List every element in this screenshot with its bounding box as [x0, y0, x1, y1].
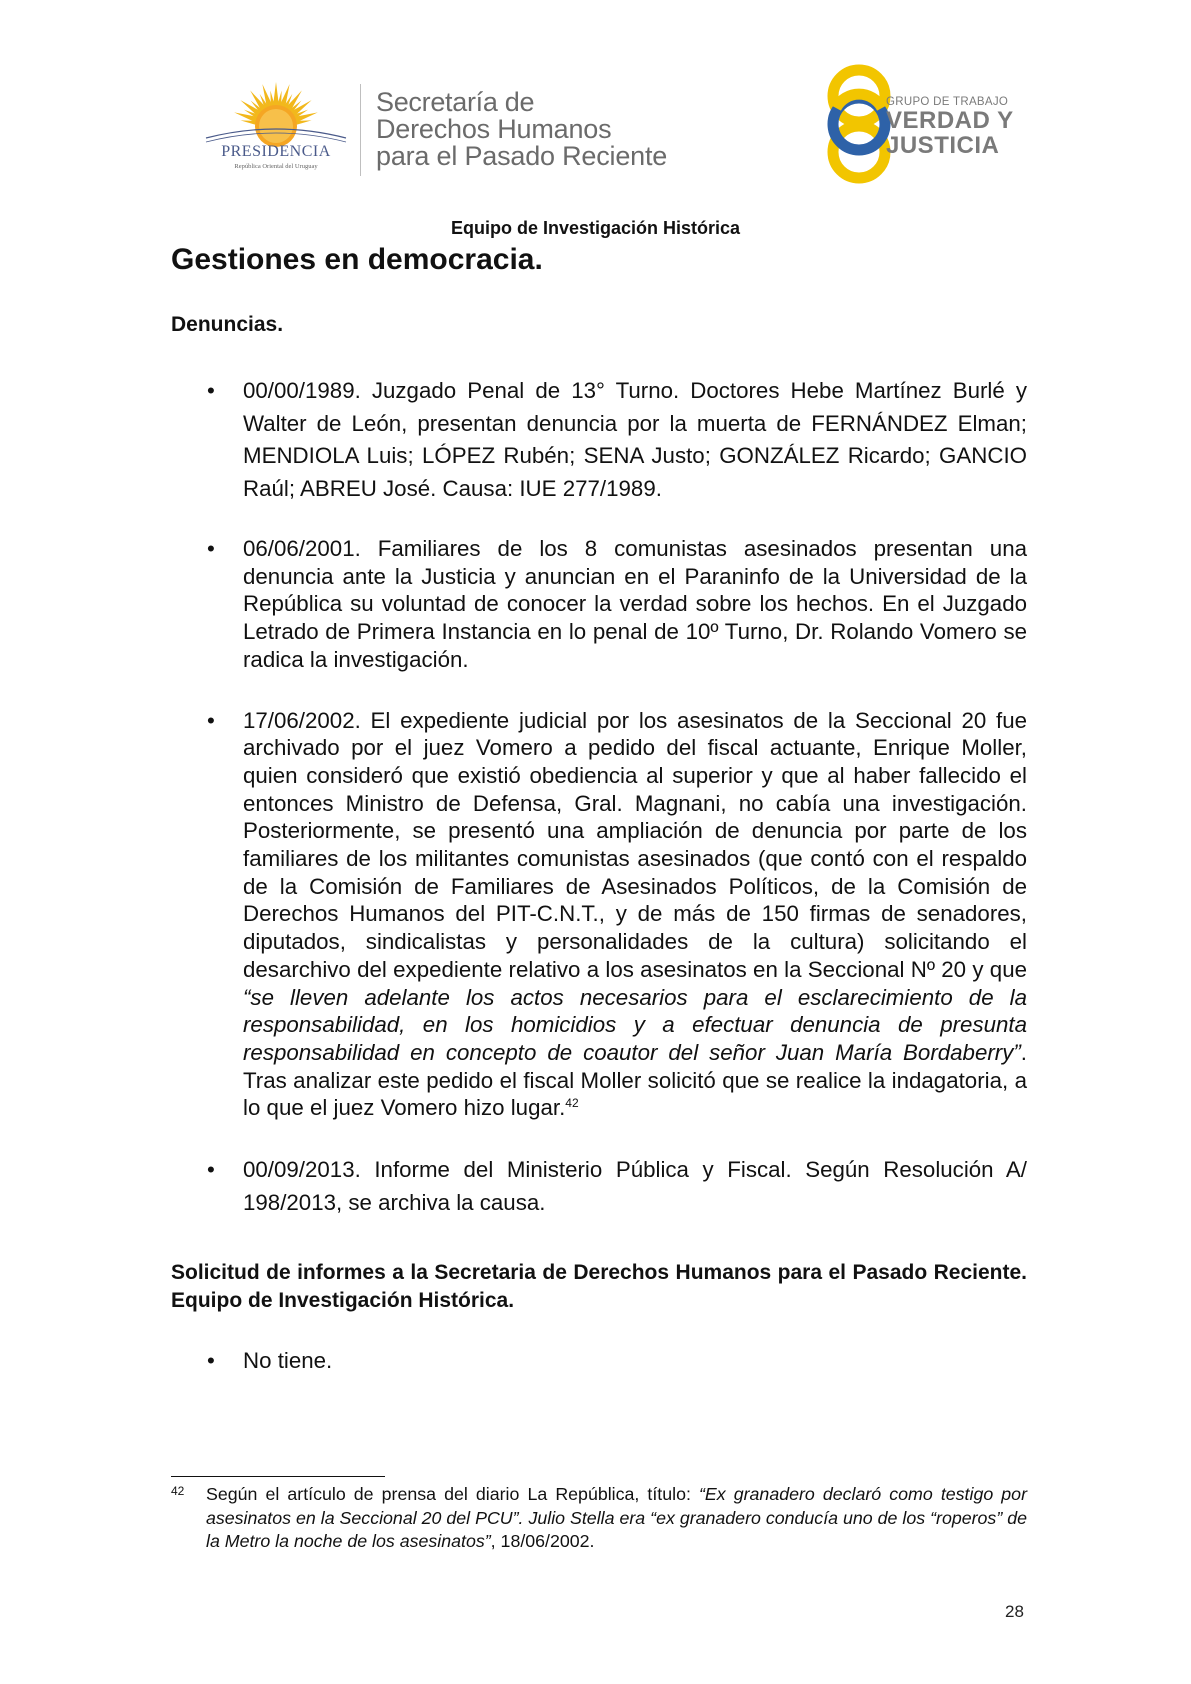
- list-item-text: 17/06/2002. El expediente judicial por los asesinatos de la Seccional 20 fue archivado por el juez Vomero a pedido del fiscal actuante, Enrique Moller, quien consideró que existió obediencia al superior y que al haber fallecido el entonces Ministro de Defensa, Gral. Magnani, no cabía una investigación. Posteriormente, se presentó una ampliación de denuncia por parte de los familiares de los militantes comunistas asesinados (que contó con el respaldo de la Comisión de Familiares de Asesinados Políticos, de la Comisión de Derechos Humanos del PIT-C.N.T., y de más de 150 firmas de senadores, diputados, sindicalistas y personalidades de la cultura) solicitando el desarchivo del expediente relativo a los asesinatos en la Seccional Nº 20 y que: [243, 707, 1027, 982]
- solicitud-list: [171, 1345, 1027, 1377]
- presidencia-subline: República Oriental del Uruguay: [234, 163, 318, 170]
- grupo-trabajo-text: [886, 96, 1014, 158]
- list-item-text: 00/00/1989. Juzgado Penal de 13° Turno. Doctores Hebe Martínez Burlé y Walter de León, presentan denuncia por la muerta de FERNÁNDEZ Elman; MENDIOLA Luis; LÓPEZ Rubén; SENA Justo; GONZÁLEZ Ricardo; GANCIO Raúl; ABREU José. Causa: IUE 277/1989.: [243, 378, 1027, 501]
- denuncias-list: [171, 375, 1027, 1219]
- header-divider: [360, 84, 361, 176]
- presidencia-logo: [196, 80, 356, 176]
- secretaria-line-3: para el Pasado Reciente: [376, 141, 668, 171]
- bullet: •: [207, 536, 215, 561]
- presidencia-word: PRESIDENCIA: [221, 143, 331, 160]
- secretaria-title: [376, 89, 667, 170]
- list-item: [171, 1345, 1027, 1377]
- list-item: [171, 535, 1027, 674]
- footnote-number: 42: [171, 1484, 185, 1498]
- footnote-separator: [171, 1476, 385, 1477]
- grupo-trabajo-verdad: VERDAD Y: [886, 107, 1014, 134]
- list-item: [171, 1154, 1027, 1219]
- grupo-trabajo-justicia: JUSTICIA: [886, 132, 1000, 159]
- footnote-date: , 18/06/2002.: [490, 1531, 595, 1551]
- bullet: •: [207, 378, 215, 403]
- footnote-reference[interactable]: 42: [565, 1096, 579, 1111]
- section-heading-denuncias: Denuncias.: [171, 313, 284, 336]
- footnote-text-start: Según el artículo de prensa del diario La República, título:: [206, 1484, 699, 1504]
- list-item: [171, 375, 1027, 505]
- grupo-trabajo-small: GRUPO DE TRABAJO: [886, 96, 1009, 108]
- secretaria-line-2: Derechos Humanos: [376, 114, 612, 144]
- secretaria-line-1: Secretaría de: [376, 87, 535, 117]
- bullet: •: [207, 1348, 215, 1374]
- footnote-quote: “Ex granadero declaró como testigo por asesinatos en la Seccional 20 del PCU”. Julio Stella era “ex granadero conducía uno de los “roperos” de la Metro la noche de los asesinatos”: [206, 1484, 1027, 1551]
- list-item-text-end: . Tras analizar este pedido el fiscal Moller solicitó que se realice la indagatoria, a lo que el juez Vomero hizo lugar.: [243, 1039, 1027, 1121]
- bullet: •: [207, 707, 215, 733]
- list-item-text: 00/09/2013. Informe del Ministerio Pública y Fiscal. Según Resolución A/ 198/2013, se archiva la causa.: [243, 1157, 1027, 1215]
- list-item: [171, 707, 1027, 1123]
- document-body: [171, 240, 1027, 1377]
- sun-icon: [196, 80, 356, 152]
- page-title: Gestiones en democracia.: [171, 243, 543, 276]
- page-header: [0, 0, 1191, 230]
- quoted-request: “se lleven adelante los actos necesarios para el esclarecimiento de la responsabilidad, en los homicidios y a efectuar denuncia de presunta responsabilidad en concepto de coautor del señor Juan María Bordaberry”: [243, 984, 1027, 1065]
- page-number: 28: [1005, 1602, 1024, 1621]
- bullet: •: [207, 1157, 215, 1183]
- section-heading-solicitud: Solicitud de informes a la Secretaria de Derechos Humanos para el Pasado Reciente. Equipo de Investigación Histórica.: [171, 1261, 1027, 1313]
- list-item-text: No tiene.: [243, 1348, 333, 1374]
- footnote: [171, 1483, 1027, 1554]
- team-title: Equipo de Investigación Histórica: [450, 218, 741, 238]
- list-item-text: 06/06/2001. Familiares de los 8 comunistas asesinados presentan una denuncia ante la Justicia y anuncian en el Paraninfo de la Universidad de la República su voluntad de conocer la verdad sobre los hechos. En el Juzgado Letrado de Primera Instancia en lo penal de 10º Turno, Dr. Rolando Vomero se radica la investigación.: [243, 536, 1027, 672]
- footnote-text: [206, 1483, 1027, 1554]
